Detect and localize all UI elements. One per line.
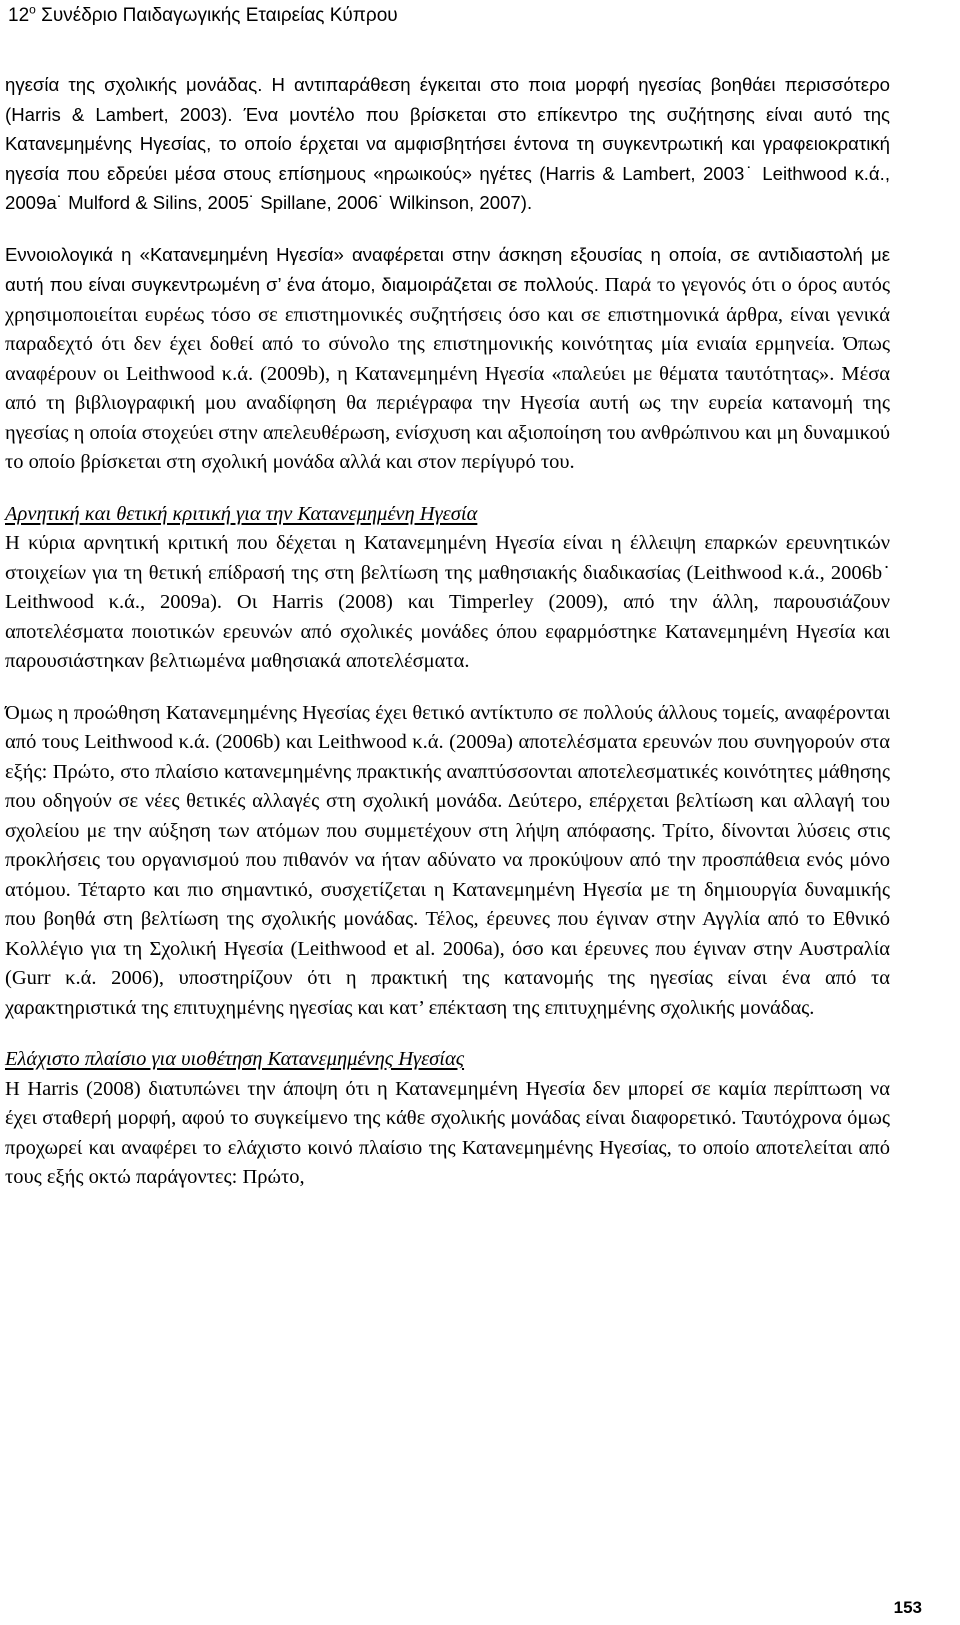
running-header	[8, 4, 398, 28]
section-heading-minimum-framework: Ελάχιστο πλαίσιο για υιοθέτηση Κατανεμημένης Ηγεσίας	[5, 1048, 465, 1070]
paragraph-minimum-framework: Η Harris (2008) διατυπώνει την άποψη ότι η Κατανεμημένη Ηγεσία δεν μπορεί σε καμία περίπτωση να έχει σταθερή μορφή, αφού το συγκείμενο της κάθε σχολικής μονάδας είναι διαφορετικό. Ταυτόχρονα όμως προχωρεί και αναφέρει το ελάχιστο κοινό πλαίσιο της Κατανεμημένης Ηγεσίας, το οποίο αποτελείται από τους εξής οκτώ παράγοντες: Πρώτο,	[5, 1077, 890, 1188]
header-title: Συνέδριο Παιδαγωγικής Εταιρείας Κύπρου	[35, 5, 398, 26]
body-text	[5, 70, 890, 1193]
paragraph-leadership-debate: ηγεσία της σχολικής μονάδας. Η αντιπαράθεση έγκειται στο ποια μορφή ηγεσίας βοηθάει περισσότερο (Harris & Lambert, 2003). Ένα μοντέλο που βρίσκεται στο επίκεντρο της συζήτησης είναι αυτό της Κατανεμημένης Ηγεσίας, το οποίο έρχεται να αμφισβητήσει έντονα τη συγκεντρωτική και γραφειοκρατική ηγεσία που εδρεύει μέσα στους επίσημους «ηρωικούς» ηγέτες (Harris & Lambert, 2003˙ Leithwood κ.ά., 2009a˙ Mulford & Silins, 2005˙ Spillane, 2006˙ Wilkinson, 2007).	[5, 74, 890, 213]
header-number: 12	[8, 5, 30, 26]
paragraph-concept-serif: Παρά το γεγονός ότι ο όρος αυτός χρησιμοποιείται ευρέως τόσο σε επιστημονικές συζητήσεις όσο και σε επιστημονικά άρθρα, είναι γενικά παραδεχτό ότι δεν έχει δοθεί από το σύνολο της επιστημονικής κοινότητας μία ενιαία ερμηνεία. Όπως αναφέρουν οι Leithwood κ.ά. (2009b), η Κατανεμημένη Ηγεσία «παλεύει με θέματα ταυτότητας». Μέσα από τη βιβλιογραφική μου αναδίφηση θα περιέγραφα την Ηγεσία αυτή ως την ευρεία κατανομή της ηγεσίας η οποία στοχεύει στην απελευθέρωση, ενίσχυση και αξιοποίηση του ανθρώπινου και μη δυναμικού το οποίο βρίσκεται στη σχολική μονάδα αλλά και στον περίγυρό του.	[5, 274, 890, 473]
paragraph-positive-impact: Όμως η προώθηση Κατανεμημένης Ηγεσίας έχει θετικό αντίκτυπο σε πολλούς άλλους τομείς, αναφέρονται από τους Leithwood κ.ά. (2006b) και Leithwood κ.ά. (2009a) αποτελέσματα ερευνών που συνηγορούν στα εξής: Πρώτο, στο πλαίσιο κατανεμημένης πρακτικής αναπτύσσονται αποτελεσματικές κοινότητες μάθησης που οδηγούν σε νέες θετικές αλλαγές στη σχολική μονάδα. Δεύτερο, επέρχεται βελτίωση και αλλαγή του σχολείου με την αύξηση των ατόμων που συμμετέχουν στη λήψη απόφασης. Τρίτο, δίνονται λύσεις στις προκλήσεις του οργανισμού που πιθανόν να ήταν αδύνατο να προκύψουν από την προσπάθεια ενός μόνο ατόμου. Τέταρτο και πιο σημαντικό, συσχετίζεται η Κατανεμημένη Ηγεσία με τη δημιουργία δυναμικής που βοηθά στη βελτίωση της σχολικής μονάδας. Τέλος, έρευνες που έγιναν στην Αγγλία από το Εθνικό Κολλέγιο για τη Σχολική Ηγεσία (Leithwood et al. 2006a), όσο και έρευνες που έγιναν στην Αυστραλία (Gurr κ.ά. 2006), υποστηρίζουν ότι η πρακτική της κατανομής της ηγεσίας είναι ένα από τα χαρακτηριστικά της επιτυχημένης ηγεσίας και κατ’ επέκταση της επιτυχημένης σχολικής μονάδας.	[5, 701, 890, 1019]
header-superscript: ο	[29, 2, 36, 17]
paragraph-negative-criticism: Η κύρια αρνητική κριτική που δέχεται η Κατανεμημένη Ηγεσία είναι η έλλειψη επαρκών ερευνητικών στοιχείων για τη θετική επίδρασή της στη βελτίωση της μαθησιακής διαδικασίας (Leithwood κ.ά., 2006b˙ Leithwood κ.ά., 2009a). Οι Harris (2008) και Timperley (2009), από την άλλη, παρουσιάζουν αποτελέσματα ποιοτικών ερευνών από σχολικές μονάδες όπου εφαρμόστηκε Κατανεμημένη Ηγεσία και παρουσιάστηκαν βελτιωμένα μαθησιακά αποτελέσματα.	[5, 532, 890, 672]
page-number: 153	[893, 1598, 922, 1617]
paragraph-concept-definition	[5, 240, 890, 478]
section-heading-criticism: Αρνητική και θετική κριτική για την Κατανεμημένη Ηγεσία	[5, 502, 478, 525]
paragraph-concept-sans: Εννοιολογικά η «Κατανεμημένη Ηγεσία» αναφέρεται στην άσκηση εξουσίας η οποία, σε αντιδιαστολή με αυτή που είναι συγκεντρωμένη σ’ ένα άτομο, διαμοιράζεται σε πολλούς.	[5, 243, 890, 295]
